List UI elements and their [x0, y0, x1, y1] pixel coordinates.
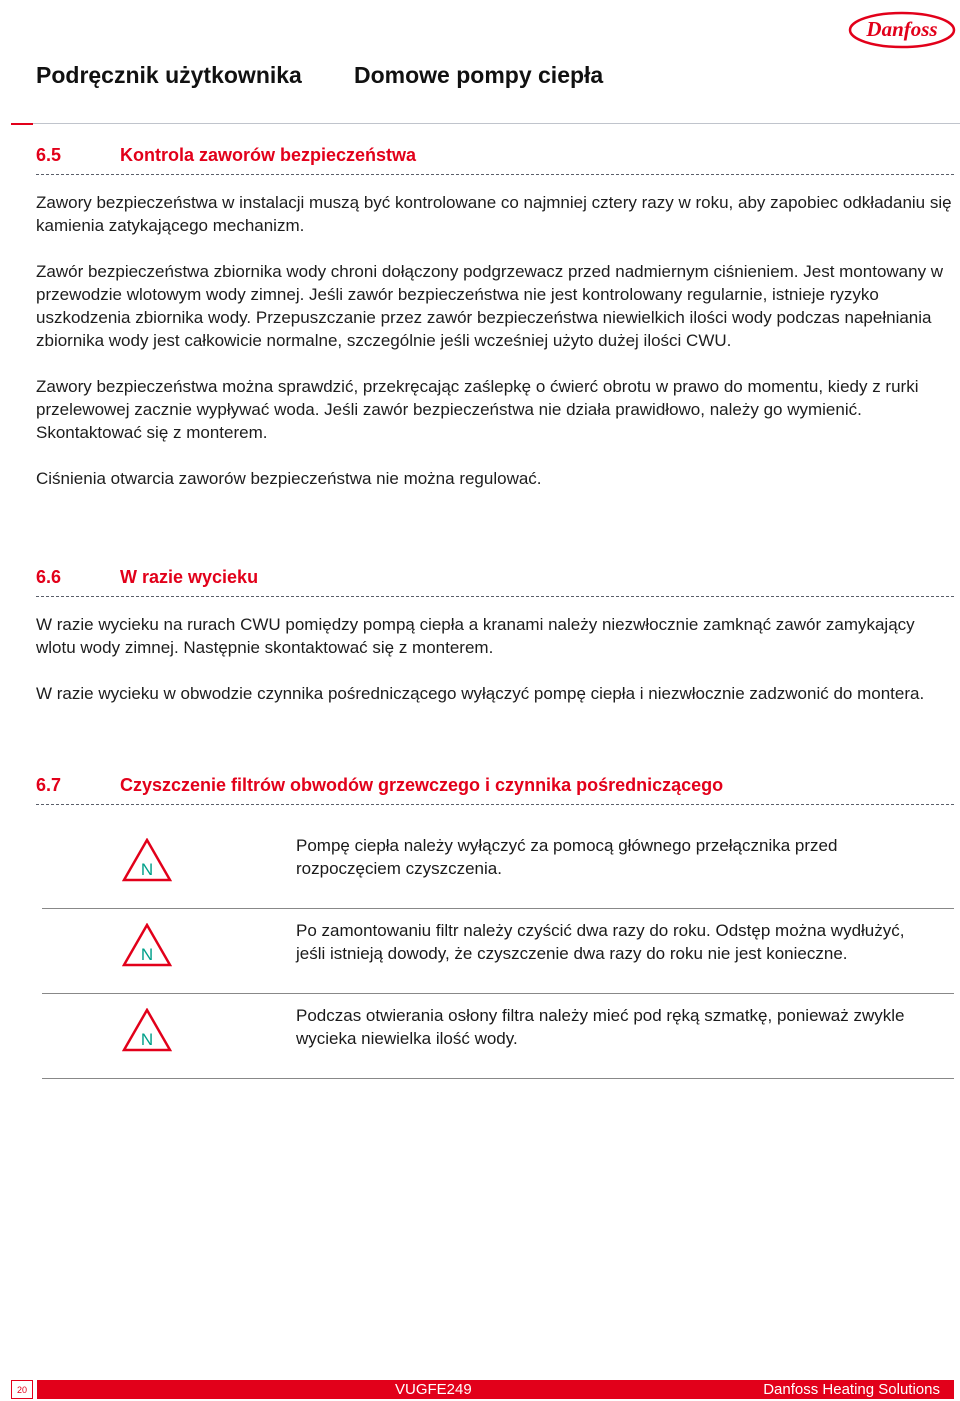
section-title: Czyszczenie filtrów obwodów grzewczego i czynnika pośredniczącego: [120, 775, 724, 795]
section-title: W razie wycieku: [120, 567, 259, 587]
page-number: 20: [11, 1380, 33, 1399]
dashed-divider: [36, 596, 954, 597]
note-text: Pompę ciepła należy wyłączyć za pomocą głównego przełącznika przed rozpoczęciem czyszczenia.: [296, 836, 838, 878]
company-name: Danfoss Heating Solutions: [763, 1381, 940, 1398]
section-number: 6.7: [36, 775, 62, 795]
section-heading: [36, 145, 954, 169]
note-item: [42, 994, 954, 1079]
paragraph: W razie wycieku w obwodzie czynnika pośredniczącego wyłączyć pompę ciepła i niezwłocznie zadzwonić do montera.: [36, 684, 925, 703]
paragraph: Zawór bezpieczeństwa zbiornika wody chroni dołączony podgrzewacz przed nadmiernym ciśnieniem. Jest montowany w przewodzie wlotowym wody zimnej. Jeśli zawór bezpieczeństwa nie jest kontrolowany regularnie, istnieje ryzyko uszkodzenia zbiornika wody. Przepuszczanie przez zawór bezpieczeństwa niewielkich ilości wody podczas napełniania zbiornika wody jest całkowicie normalne, szczególnie jeśli wcześniej użyto dużej ilości CWU.: [36, 262, 944, 350]
section-heading: [36, 567, 954, 591]
section-6-5: [36, 145, 954, 490]
paragraph: Zawory bezpieczeństwa można sprawdzić, przekręcając zaślepkę o ćwierć obrotu w prawo do momentu, kiedy z rurki przelewowej zacznie wypływać woda. Jeśli zawór bezpieczeństwa nie działa prawidłowo, należy go wymienić. Skontaktować się z monterem.: [36, 377, 919, 442]
section-heading: [36, 775, 954, 799]
footer-bar: [37, 1380, 954, 1399]
note-item: [42, 909, 954, 994]
note-item: [42, 824, 954, 909]
note-text: Po zamontowaniu filtr należy czyścić dwa razy do roku. Odstęp można wydłużyć, jeśli istnieją dowody, że czyszczenie dwa razy do roku nie jest konieczne.: [296, 921, 905, 963]
svg-text:N: N: [140, 1030, 154, 1049]
danfoss-logo: [848, 6, 956, 50]
svg-text:Danfoss: Danfoss: [866, 17, 938, 41]
warning-triangle-icon: [122, 923, 172, 967]
paragraph: W razie wycieku na rurach CWU pomiędzy pompą ciepła a kranami należy niezwłocznie zamknąć zawór zamykający wlotu wody zimnej. Następnie skontaktować się z monterem.: [36, 615, 915, 657]
svg-text:N: N: [140, 860, 154, 879]
svg-text:N: N: [140, 945, 154, 964]
document-code: VUGFE249: [395, 1381, 472, 1398]
warning-triangle-icon: [122, 838, 172, 882]
product-title: Domowe pompy ciepła: [354, 62, 604, 88]
paragraph: Ciśnienia otwarcia zaworów bezpieczeństwa nie można regulować.: [36, 469, 542, 488]
note-text: Podczas otwierania osłony filtra należy mieć pod ręką szmatkę, ponieważ zwykle wycieka niewielka ilość wody.: [296, 1006, 905, 1048]
page-footer: [0, 1380, 960, 1399]
section-6-7: [36, 775, 954, 805]
notes-list: [42, 824, 954, 1079]
manual-title: Podręcznik użytkownika: [36, 62, 302, 88]
paragraph: Zawory bezpieczeństwa w instalacji muszą być kontrolowane co najmniej cztery razy w roku, aby zapobiec odkładaniu się kamienia zatykającego mechanizm.: [36, 193, 952, 235]
section-6-6: [36, 567, 954, 705]
dashed-divider: [36, 174, 954, 175]
header-divider: [11, 123, 960, 124]
section-number: 6.6: [36, 567, 62, 587]
section-title: Kontrola zaworów bezpieczeństwa: [120, 145, 417, 165]
section-number: 6.5: [36, 145, 62, 165]
warning-triangle-icon: [122, 1008, 172, 1052]
dashed-divider: [36, 804, 954, 805]
